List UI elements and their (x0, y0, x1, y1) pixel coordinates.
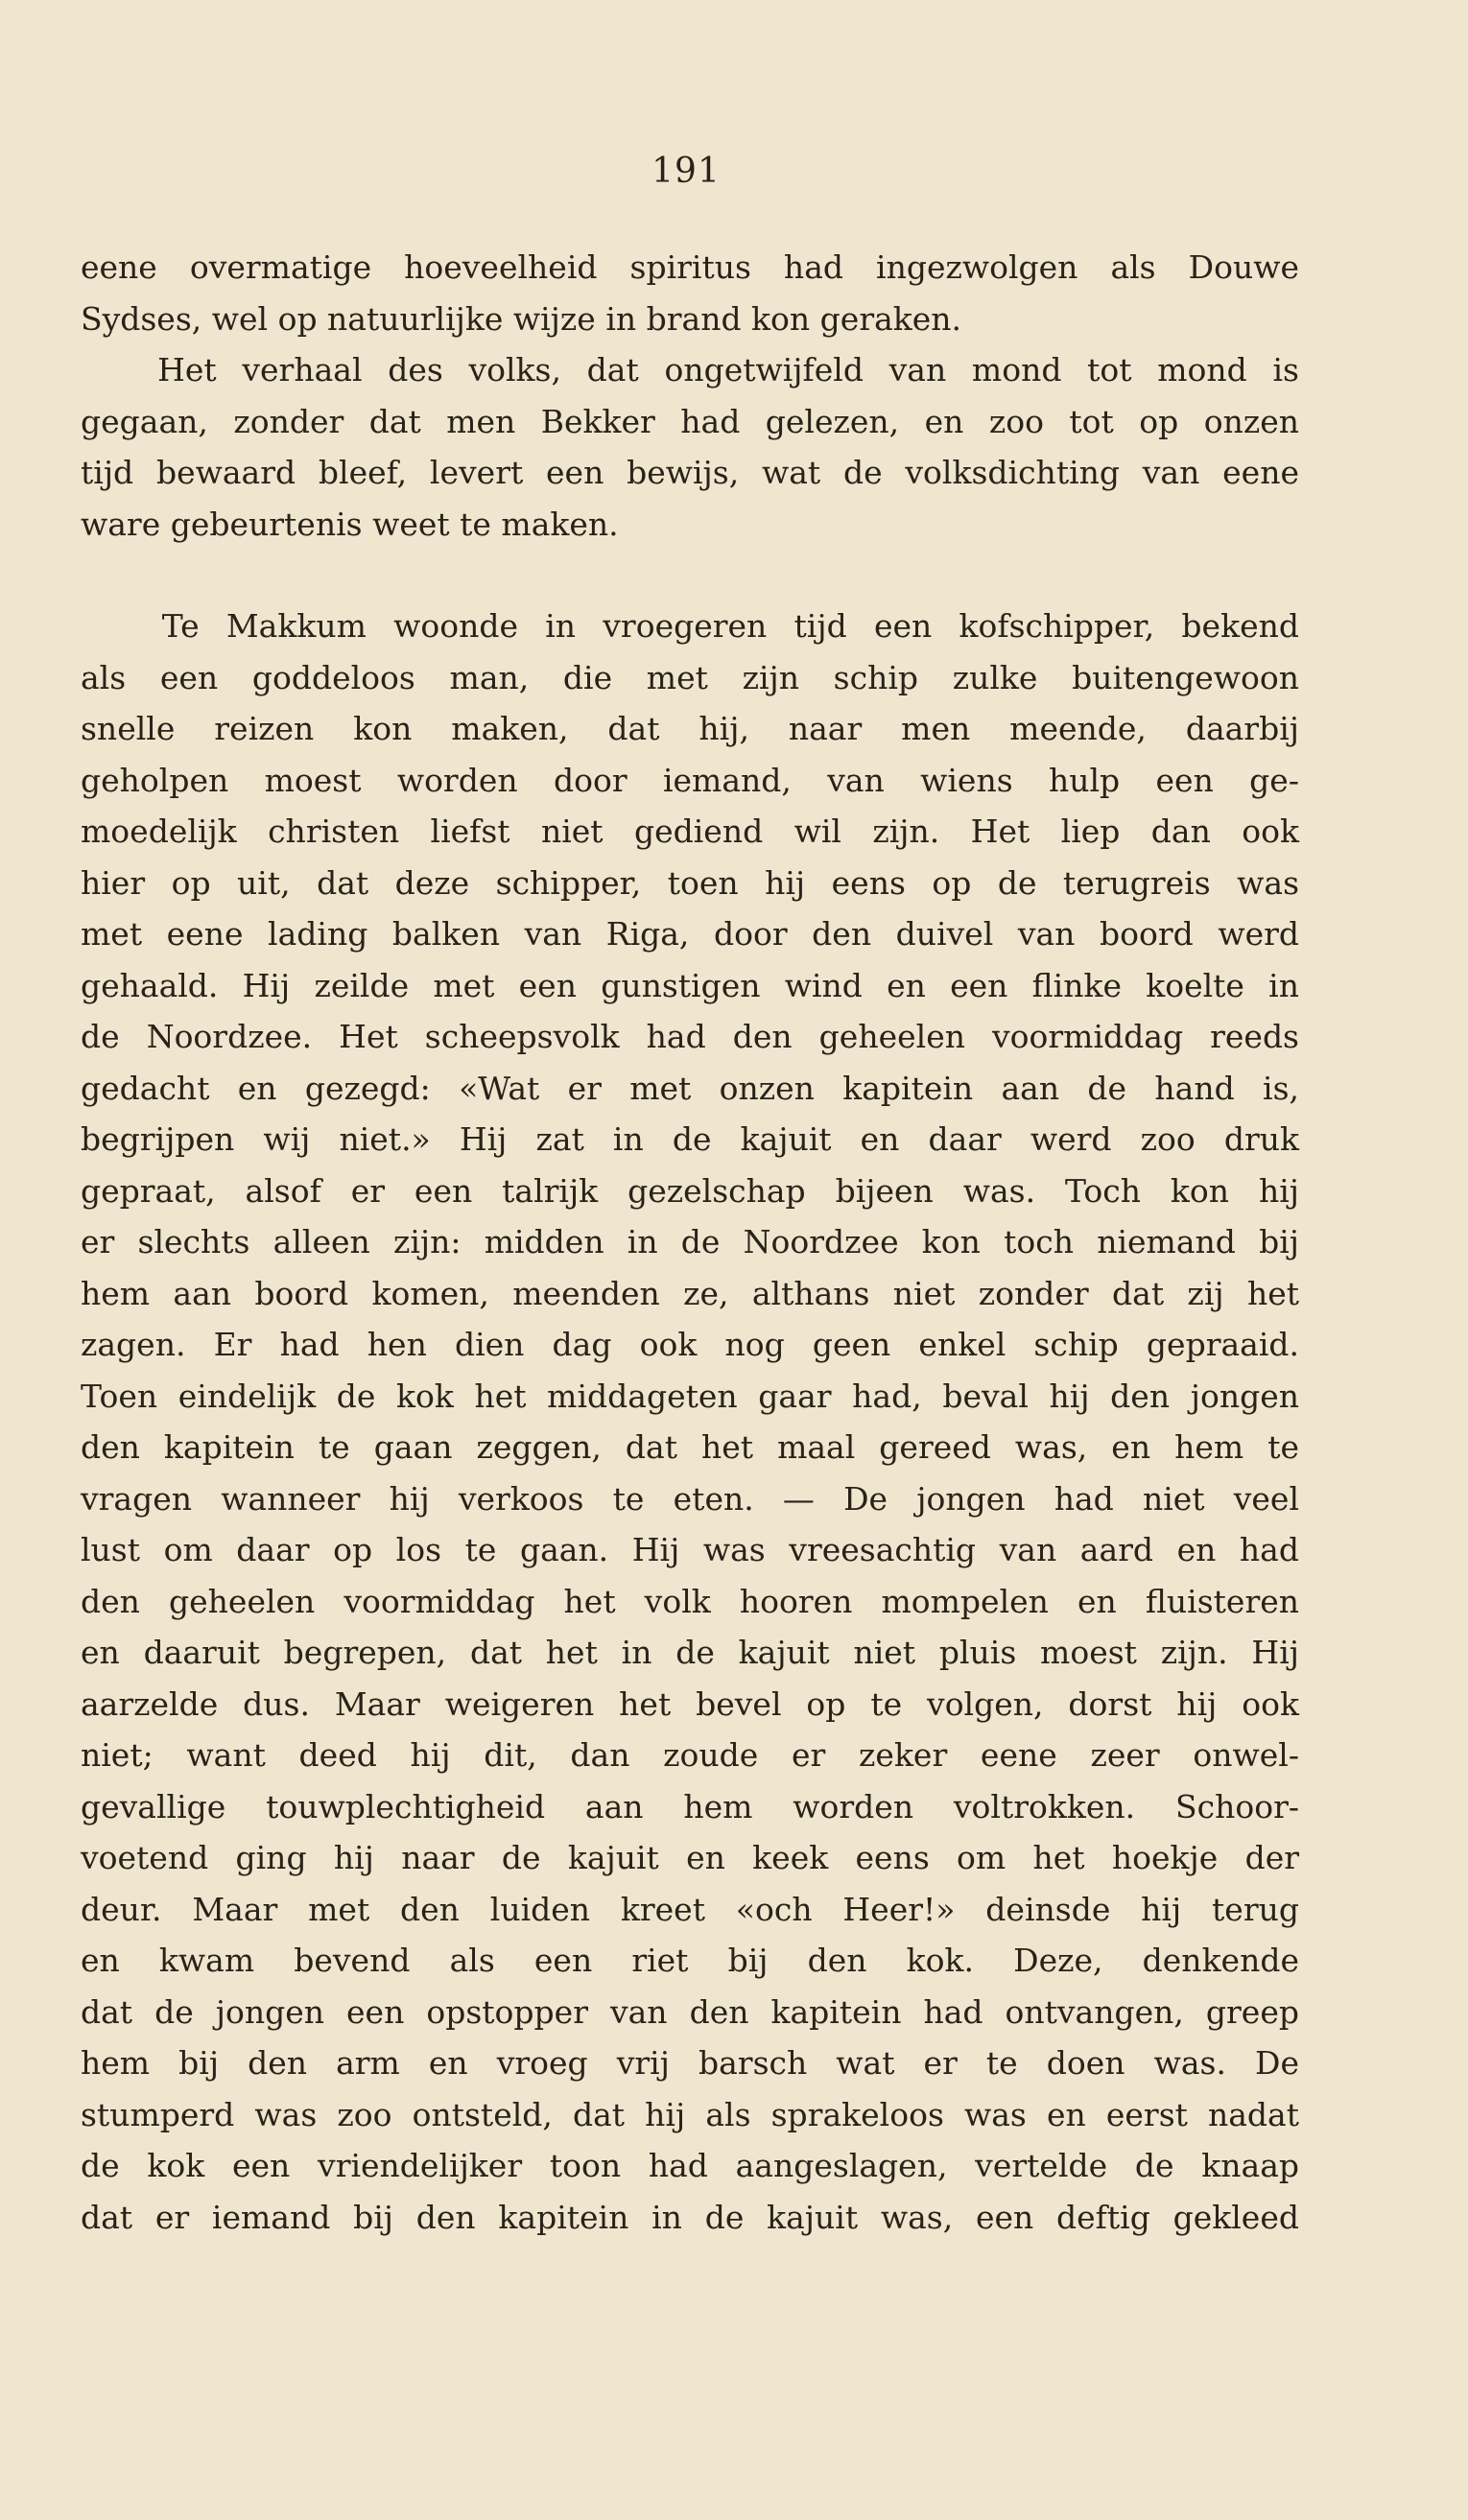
text-line: lust om daar op los te gaan. Hij was vreesachtig van aard en had (81, 1531, 1299, 1568)
text-line: gepraat, alsof er een talrijk gezelschap bijeen was. Toch kon hij (81, 1171, 1299, 1210)
text-line: voetend ging hij naar de kajuit en keek eens om het hoekje der (81, 1839, 1299, 1876)
body-text (81, 242, 1299, 2243)
text-line: stumperd was zoo ontsteld, dat hij als sprakeloos was en eerst nadat (81, 2095, 1299, 2133)
text-line: niet; want deed hij dit, dan zoude er zeker eene zeer onwel- (81, 1736, 1299, 1774)
text-line: ware gebeurtenis weet te maken. (81, 505, 619, 543)
text-line: gehaald. Hij zeilde met een gunstigen wind en een flinke koelte in (81, 966, 1299, 1004)
text-line: aarzelde dus. Maar weigeren het bevel op te volgen, dorst hij ook (81, 1684, 1299, 1723)
text-line: den geheelen voormiddag het volk hooren mompelen en fluisteren (81, 1582, 1299, 1620)
text-line: gevallige touwplechtigheid aan hem worden voltrokken. Schoor- (81, 1787, 1299, 1825)
text-line: dat er iemand bij den kapitein in de kajuit was, een deftig gekleed (81, 2198, 1299, 2236)
text-line: deur. Maar met den luiden kreet «och Heer!» deinsde hij terug (81, 1890, 1299, 1928)
text-line: gedacht en gezegd: «Wat er met onzen kapitein aan de hand is, (81, 1069, 1299, 1107)
text-line: Sydses, wel op natuurlijke wijze in brand kon geraken. (81, 299, 962, 338)
text-line: dat de jongen een opstopper van den kapitein had ontvangen, greep (81, 1992, 1299, 2031)
text-line: den kapitein te gaan zeggen, dat het maal gereed was, en hem te (81, 1428, 1299, 1466)
paragraph-spacer (81, 550, 1299, 601)
text-line: hier op uit, dat deze schipper, toen hij eens op de terugreis was (81, 863, 1299, 902)
text-line: als een goddeloos man, die met zijn schip zulke buitengewoon (81, 658, 1299, 696)
text-line: met eene lading balken van Riga, door den duivel van boord werd (81, 915, 1299, 953)
text-line: eene overmatige hoeveelheid spiritus had ingezwolgen als Douwe (81, 248, 1299, 286)
text-line: tijd bewaard bleef, levert een bewijs, wat de volksdichting van eene (81, 454, 1299, 491)
text-line: hem bij den arm en vroeg vrij barsch wat er te doen was. De (81, 2044, 1299, 2082)
text-line: snelle reizen kon maken, dat hij, naar men meende, daarbij (81, 710, 1299, 747)
paragraph-2 (81, 601, 1299, 2243)
page-number: 191 (651, 152, 721, 191)
text-line: gegaan, zonder dat men Bekker had gelezen, en zoo tot op onzen (81, 402, 1299, 440)
text-line: en kwam bevend als een riet bij den kok. Deze, denkende (81, 1942, 1299, 1979)
text-line: Te Makkum woonde in vroegeren tijd een kofschipper, bekend (81, 607, 1299, 645)
text-line: en daaruit begrepen, dat het in de kajuit niet pluis moest zijn. Hij (81, 1634, 1299, 1671)
text-line: moedelijk christen liefst niet gediend wil zijn. Het liep dan ook (81, 813, 1299, 850)
text-line: vragen wanneer hij verkoos te eten. — De jongen had niet veel (81, 1479, 1299, 1518)
text-line: hem aan boord komen, meenden ze, althans niet zonder dat zij het (81, 1274, 1299, 1312)
text-line: begrijpen wij niet.» Hij zat in de kajuit en daar werd zoo druk (81, 1120, 1299, 1158)
text-line: de Noordzee. Het scheepsvolk had den geheelen voormiddag reeds (81, 1018, 1299, 1055)
paragraph-1 (81, 242, 1299, 550)
text-line: Het verhaal des volks, dat ongetwijfeld van mond tot mond is (81, 351, 1299, 389)
text-line: geholpen moest worden door iemand, van wiens hulp een ge- (81, 761, 1299, 799)
text-line: er slechts alleen zijn: midden in de Noordzee kon toch niemand bij (81, 1223, 1299, 1260)
text-line: zagen. Er had hen dien dag ook nog geen enkel schip gepraaid. (81, 1326, 1299, 1363)
text-line: Toen eindelijk de kok het middageten gaar had, beval hij den jongen (81, 1377, 1299, 1415)
text-line: de kok een vriendelijker toon had aangeslagen, vertelde de knaap (81, 2147, 1299, 2184)
